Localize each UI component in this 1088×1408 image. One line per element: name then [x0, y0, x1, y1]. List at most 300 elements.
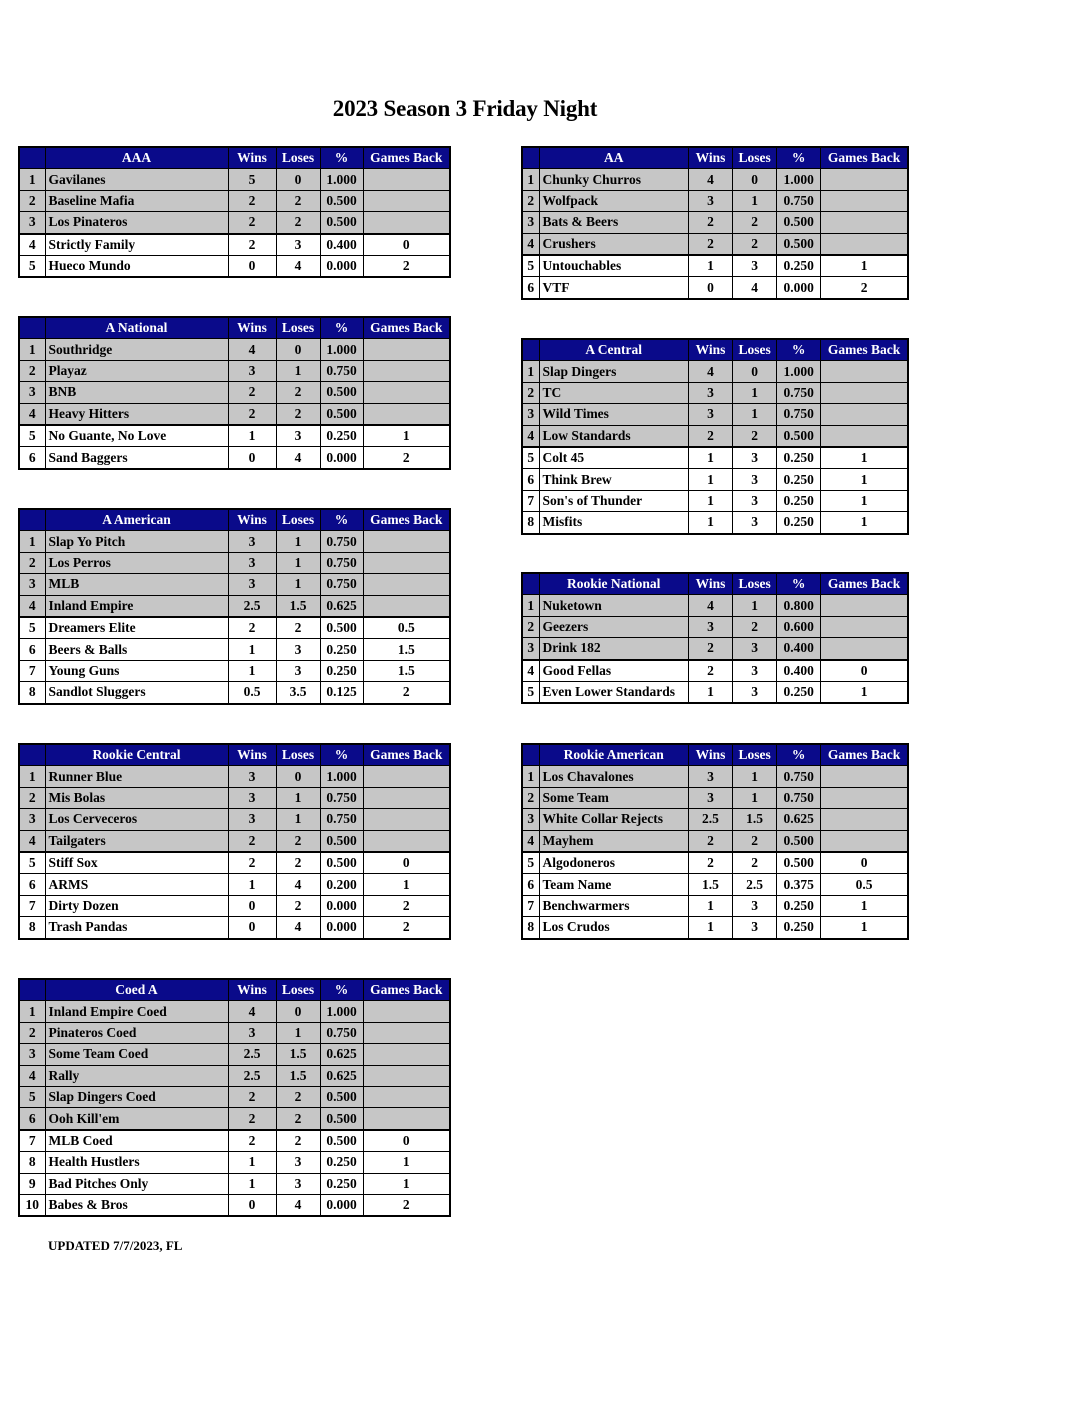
team-name-cell: Dreamers Elite — [45, 617, 228, 639]
team-name-cell: Rally — [45, 1065, 228, 1086]
pct-cell: 0.000 — [777, 277, 821, 299]
wins-cell: 0 — [228, 255, 276, 277]
team-name-cell: Babes & Bros — [45, 1194, 228, 1216]
table-row — [19, 595, 450, 617]
loses-cell: 3 — [733, 447, 777, 469]
games-back-cell — [821, 809, 908, 830]
games-back-cell — [363, 552, 450, 573]
header-pct: % — [777, 339, 821, 361]
loses-cell: 0 — [276, 169, 320, 190]
wins-cell: 3 — [228, 574, 276, 595]
games-back-cell: 0.5 — [821, 874, 908, 895]
header-corner — [522, 147, 539, 169]
pct-cell: 0.500 — [320, 212, 363, 234]
games-back-cell — [821, 425, 908, 447]
loses-cell: 1 — [733, 787, 777, 808]
rank-cell: 5 — [19, 425, 45, 447]
table-row — [19, 1152, 450, 1173]
wins-cell: 1 — [228, 874, 276, 895]
team-name-cell: Pinateros Coed — [45, 1022, 228, 1043]
loses-cell: 1 — [276, 552, 320, 573]
header-row — [522, 339, 908, 361]
pct-cell: 0.625 — [320, 1044, 363, 1065]
team-name-cell: Some Team — [539, 787, 688, 808]
team-name-cell: Young Guns — [45, 660, 228, 681]
rank-cell: 1 — [19, 339, 45, 360]
table-row — [522, 830, 908, 852]
pct-cell: 0.750 — [320, 360, 363, 381]
rank-cell: 4 — [19, 595, 45, 617]
team-name-cell: Southridge — [45, 339, 228, 360]
header-loses: Loses — [276, 744, 320, 766]
pct-cell: 0.250 — [777, 469, 821, 490]
header-wins: Wins — [228, 317, 276, 339]
header-wins: Wins — [688, 147, 732, 169]
games-back-cell: 0 — [821, 852, 908, 874]
wins-cell: 2 — [228, 1108, 276, 1130]
header-games-back: Games Back — [363, 744, 450, 766]
table-row — [19, 766, 450, 787]
rank-cell: 3 — [522, 404, 539, 425]
table-row — [522, 277, 908, 299]
loses-cell: 2 — [276, 403, 320, 425]
loses-cell: 1 — [276, 574, 320, 595]
team-name-cell: Crushers — [539, 233, 688, 255]
pct-cell: 0.500 — [777, 830, 821, 852]
team-name-cell: BNB — [45, 382, 228, 403]
games-back-cell — [363, 339, 450, 360]
header-wins: Wins — [688, 573, 732, 595]
header-games-back: Games Back — [363, 509, 450, 531]
games-back-cell: 2 — [821, 277, 908, 299]
pct-cell: 0.500 — [320, 1108, 363, 1130]
pct-cell: 0.750 — [320, 809, 363, 830]
loses-cell: 1.5 — [276, 595, 320, 617]
loses-cell: 3 — [733, 681, 777, 703]
pct-cell: 1.000 — [777, 361, 821, 382]
loses-cell: 4 — [276, 447, 320, 469]
games-back-cell: 0.5 — [363, 617, 450, 639]
team-name-cell: Health Hustlers — [45, 1152, 228, 1173]
pct-cell: 0.000 — [320, 895, 363, 916]
header-loses: Loses — [733, 573, 777, 595]
table-row — [522, 852, 908, 874]
rank-cell: 6 — [522, 277, 539, 299]
wins-cell: 1 — [688, 255, 732, 277]
loses-cell: 1 — [276, 1022, 320, 1043]
games-back-cell — [821, 361, 908, 382]
table-row — [19, 574, 450, 595]
wins-cell: 4 — [688, 169, 732, 190]
table-row — [19, 1108, 450, 1130]
loses-cell: 2 — [276, 1130, 320, 1152]
rank-cell: 6 — [19, 447, 45, 469]
division-name: A Central — [539, 339, 688, 361]
division-name: Coed A — [45, 979, 228, 1001]
table-row — [522, 638, 908, 660]
loses-cell: 1 — [276, 360, 320, 381]
pct-cell: 0.500 — [320, 190, 363, 211]
loses-cell: 3 — [733, 490, 777, 511]
header-games-back: Games Back — [821, 573, 908, 595]
games-back-cell — [363, 574, 450, 595]
header-pct: % — [320, 744, 363, 766]
wins-cell: 2 — [228, 212, 276, 234]
pct-cell: 0.250 — [777, 895, 821, 916]
pct-cell: 1.000 — [320, 766, 363, 787]
rank-cell: 5 — [522, 447, 539, 469]
team-name-cell: Bad Pitches Only — [45, 1173, 228, 1194]
table-row — [522, 404, 908, 425]
team-name-cell: Runner Blue — [45, 766, 228, 787]
loses-cell: 0 — [276, 339, 320, 360]
loses-cell: 3 — [733, 917, 777, 939]
games-back-cell: 1 — [821, 490, 908, 511]
pct-cell: 0.000 — [320, 1194, 363, 1216]
wins-cell: 4 — [688, 595, 732, 616]
loses-cell: 2 — [733, 830, 777, 852]
pct-cell: 0.500 — [320, 852, 363, 874]
games-back-cell — [363, 531, 450, 552]
header-wins: Wins — [228, 147, 276, 169]
table-row — [522, 169, 908, 190]
team-name-cell: Los Perros — [45, 552, 228, 573]
pct-cell: 0.250 — [320, 660, 363, 681]
rank-cell: 6 — [522, 469, 539, 490]
games-back-cell — [821, 233, 908, 255]
team-name-cell: Algodoneros — [539, 852, 688, 874]
wins-cell: 4 — [688, 361, 732, 382]
header-games-back: Games Back — [821, 744, 908, 766]
pct-cell: 0.125 — [320, 682, 363, 704]
table-row — [19, 1130, 450, 1152]
rank-cell: 4 — [522, 830, 539, 852]
division-name: Rookie National — [539, 573, 688, 595]
table-row — [19, 552, 450, 573]
pct-cell: 0.750 — [320, 574, 363, 595]
team-name-cell: Son's of Thunder — [539, 490, 688, 511]
rank-cell: 2 — [19, 552, 45, 573]
header-corner — [19, 744, 45, 766]
games-back-cell — [363, 1022, 450, 1043]
team-name-cell: Team Name — [539, 874, 688, 895]
wins-cell: 2.5 — [228, 595, 276, 617]
team-name-cell: Some Team Coed — [45, 1044, 228, 1065]
wins-cell: 2 — [228, 830, 276, 852]
team-name-cell: Untouchables — [539, 255, 688, 277]
table-row — [522, 681, 908, 703]
pct-cell: 0.250 — [777, 512, 821, 534]
team-name-cell: Inland Empire — [45, 595, 228, 617]
loses-cell: 3 — [733, 895, 777, 916]
pct-cell: 0.250 — [777, 255, 821, 277]
header-games-back: Games Back — [363, 147, 450, 169]
team-name-cell: Los Crudos — [539, 917, 688, 939]
loses-cell: 2 — [276, 830, 320, 852]
pct-cell: 0.500 — [320, 382, 363, 403]
games-back-cell — [821, 766, 908, 787]
pct-cell: 0.375 — [777, 874, 821, 895]
pct-cell: 0.250 — [320, 425, 363, 447]
games-back-cell: 1 — [821, 681, 908, 703]
header-games-back: Games Back — [821, 339, 908, 361]
wins-cell: 1.5 — [688, 874, 732, 895]
team-name-cell: Bats & Beers — [539, 212, 688, 233]
loses-cell: 0 — [276, 1001, 320, 1022]
rank-cell: 6 — [522, 874, 539, 895]
rank-cell: 3 — [19, 809, 45, 830]
team-name-cell: Wolfpack — [539, 190, 688, 211]
table-row — [522, 595, 908, 616]
wins-cell: 1 — [688, 447, 732, 469]
wins-cell: 4 — [228, 339, 276, 360]
table-row — [522, 766, 908, 787]
pct-cell: 0.400 — [777, 660, 821, 682]
wins-cell: 0 — [688, 277, 732, 299]
header-pct: % — [777, 147, 821, 169]
header-loses: Loses — [733, 339, 777, 361]
table-row — [19, 852, 450, 874]
division-name: A National — [45, 317, 228, 339]
wins-cell: 2 — [688, 212, 732, 233]
pct-cell: 0.250 — [777, 681, 821, 703]
games-back-cell: 1 — [821, 447, 908, 469]
pct-cell: 0.250 — [320, 1152, 363, 1173]
games-back-cell: 1 — [363, 874, 450, 895]
loses-cell: 1 — [733, 595, 777, 616]
header-row — [19, 744, 450, 766]
rank-cell: 1 — [19, 1001, 45, 1022]
games-back-cell — [363, 382, 450, 403]
team-name-cell: Dirty Dozen — [45, 895, 228, 916]
team-name-cell: MLB Coed — [45, 1130, 228, 1152]
division-table-a-national — [18, 316, 451, 470]
header-row — [522, 573, 908, 595]
table-row — [19, 809, 450, 830]
wins-cell: 2 — [688, 638, 732, 660]
header-row — [522, 147, 908, 169]
games-back-cell: 1 — [821, 895, 908, 916]
loses-cell: 1 — [733, 766, 777, 787]
table-row — [19, 1173, 450, 1194]
pct-cell: 1.000 — [320, 169, 363, 190]
games-back-cell: 1.5 — [363, 660, 450, 681]
team-name-cell: Wild Times — [539, 404, 688, 425]
division-table-rookie-american — [521, 743, 909, 940]
wins-cell: 3 — [688, 766, 732, 787]
pct-cell: 0.500 — [777, 233, 821, 255]
team-name-cell: Los Chavalones — [539, 766, 688, 787]
wins-cell: 3 — [228, 766, 276, 787]
rank-cell: 3 — [19, 212, 45, 234]
games-back-cell — [363, 190, 450, 211]
table-row — [522, 490, 908, 511]
wins-cell: 2 — [688, 830, 732, 852]
rank-cell: 6 — [19, 1108, 45, 1130]
wins-cell: 2 — [228, 852, 276, 874]
team-name-cell: Trash Pandas — [45, 917, 228, 939]
table-row — [522, 917, 908, 939]
wins-cell: 3 — [688, 382, 732, 403]
rank-cell: 9 — [19, 1173, 45, 1194]
wins-cell: 2 — [688, 852, 732, 874]
wins-cell: 3 — [688, 190, 732, 211]
rank-cell: 4 — [19, 830, 45, 852]
pct-cell: 0.250 — [777, 917, 821, 939]
games-back-cell: 2 — [363, 447, 450, 469]
table-row — [19, 339, 450, 360]
loses-cell: 4 — [276, 874, 320, 895]
wins-cell: 2.5 — [228, 1044, 276, 1065]
table-row — [522, 469, 908, 490]
team-name-cell: Inland Empire Coed — [45, 1001, 228, 1022]
loses-cell: 1 — [733, 382, 777, 403]
table-row — [522, 233, 908, 255]
header-wins: Wins — [688, 339, 732, 361]
loses-cell: 2 — [276, 190, 320, 211]
team-name-cell: Hueco Mundo — [45, 255, 228, 277]
rank-cell: 7 — [522, 895, 539, 916]
division-name: Rookie Central — [45, 744, 228, 766]
header-row — [522, 744, 908, 766]
rank-cell: 6 — [19, 874, 45, 895]
table-row — [522, 874, 908, 895]
games-back-cell — [821, 830, 908, 852]
loses-cell: 2 — [733, 212, 777, 233]
rank-cell: 1 — [522, 361, 539, 382]
wins-cell: 3 — [228, 809, 276, 830]
team-name-cell: VTF — [539, 277, 688, 299]
rank-cell: 2 — [19, 787, 45, 808]
loses-cell: 3 — [733, 255, 777, 277]
table-row — [522, 660, 908, 682]
header-wins: Wins — [688, 744, 732, 766]
wins-cell: 2 — [228, 190, 276, 211]
wins-cell: 3 — [228, 360, 276, 381]
table-row — [19, 1044, 450, 1065]
division-table-rookie-central — [18, 743, 451, 940]
games-back-cell: 1.5 — [363, 639, 450, 660]
wins-cell: 2 — [688, 233, 732, 255]
pct-cell: 1.000 — [320, 339, 363, 360]
rank-cell: 3 — [19, 1044, 45, 1065]
header-corner — [19, 979, 45, 1001]
rank-cell: 5 — [19, 1086, 45, 1107]
pct-cell: 0.750 — [777, 404, 821, 425]
rank-cell: 5 — [19, 255, 45, 277]
games-back-cell: 1 — [821, 255, 908, 277]
pct-cell: 0.500 — [320, 617, 363, 639]
games-back-cell — [821, 212, 908, 233]
rank-cell: 2 — [19, 360, 45, 381]
pct-cell: 0.250 — [320, 1173, 363, 1194]
pct-cell: 0.200 — [320, 874, 363, 895]
rank-cell: 8 — [19, 917, 45, 939]
pct-cell: 1.000 — [777, 169, 821, 190]
games-back-cell — [821, 190, 908, 211]
pct-cell: 0.625 — [320, 595, 363, 617]
team-name-cell: Mayhem — [539, 830, 688, 852]
table-row — [19, 617, 450, 639]
header-games-back: Games Back — [363, 979, 450, 1001]
header-loses: Loses — [733, 147, 777, 169]
wins-cell: 1 — [228, 425, 276, 447]
header-corner — [522, 744, 539, 766]
table-row — [19, 360, 450, 381]
games-back-cell: 1 — [821, 512, 908, 534]
table-row — [522, 787, 908, 808]
pct-cell: 0.625 — [320, 1065, 363, 1086]
pct-cell: 0.625 — [777, 809, 821, 830]
loses-cell: 4 — [276, 1194, 320, 1216]
wins-cell: 2 — [228, 617, 276, 639]
header-wins: Wins — [228, 744, 276, 766]
games-back-cell: 2 — [363, 682, 450, 704]
header-row — [19, 147, 450, 169]
wins-cell: 2.5 — [228, 1065, 276, 1086]
wins-cell: 3 — [228, 531, 276, 552]
header-loses: Loses — [276, 509, 320, 531]
team-name-cell: Los Cerveceros — [45, 809, 228, 830]
table-row — [522, 190, 908, 211]
loses-cell: 1 — [276, 787, 320, 808]
wins-cell: 0 — [228, 895, 276, 916]
games-back-cell — [363, 169, 450, 190]
updated-note: UPDATED 7/7/2023, FL — [48, 1238, 183, 1253]
pct-cell: 0.750 — [777, 787, 821, 808]
wins-cell: 3 — [228, 787, 276, 808]
wins-cell: 1 — [688, 917, 732, 939]
loses-cell: 2 — [733, 425, 777, 447]
team-name-cell: Beers & Balls — [45, 639, 228, 660]
games-back-cell — [821, 595, 908, 616]
header-wins: Wins — [228, 979, 276, 1001]
loses-cell: 1.5 — [276, 1065, 320, 1086]
table-row — [19, 425, 450, 447]
wins-cell: 3 — [228, 1022, 276, 1043]
team-name-cell: Even Lower Standards — [539, 681, 688, 703]
loses-cell: 2 — [276, 617, 320, 639]
rank-cell: 7 — [19, 895, 45, 916]
table-row — [19, 212, 450, 234]
rank-cell: 5 — [19, 852, 45, 874]
games-back-cell: 0 — [363, 234, 450, 256]
header-corner — [522, 573, 539, 595]
wins-cell: 2 — [228, 1130, 276, 1152]
games-back-cell — [821, 382, 908, 403]
loses-cell: 3 — [733, 660, 777, 682]
division-table-a-central — [521, 338, 909, 535]
loses-cell: 0 — [733, 169, 777, 190]
wins-cell: 1 — [688, 681, 732, 703]
team-name-cell: Benchwarmers — [539, 895, 688, 916]
games-back-cell — [363, 809, 450, 830]
games-back-cell: 1 — [363, 1173, 450, 1194]
pct-cell: 0.800 — [777, 595, 821, 616]
table-row — [19, 660, 450, 681]
table-row — [522, 212, 908, 233]
loses-cell: 2 — [276, 852, 320, 874]
header-loses: Loses — [276, 979, 320, 1001]
table-row — [19, 531, 450, 552]
table-row — [19, 447, 450, 469]
loses-cell: 3 — [276, 234, 320, 256]
wins-cell: 2 — [688, 425, 732, 447]
loses-cell: 4 — [276, 917, 320, 939]
wins-cell: 2 — [688, 660, 732, 682]
team-name-cell: Playaz — [45, 360, 228, 381]
pct-cell: 0.750 — [777, 766, 821, 787]
